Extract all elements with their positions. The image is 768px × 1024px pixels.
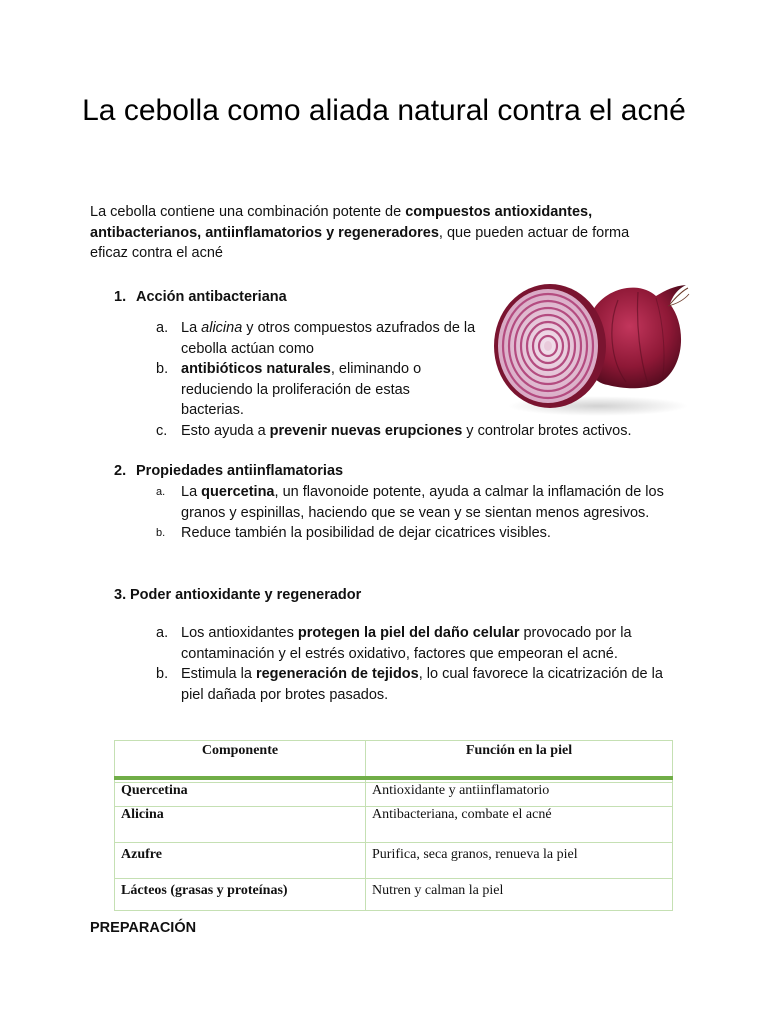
section-3-list [156,623,676,705]
item-text: La [181,484,202,500]
list-item [156,664,676,705]
intro-text-end: , que pueden actuar de forma eficaz contra el acné [90,224,630,261]
table-cell-function: Nutren y calman la piel [366,879,673,911]
table-header-cell: Función en la piel [366,741,673,779]
item-text: Reduce también la posibilidad de dejar cicatrices visibles. [181,525,551,541]
list-marker: a. [156,320,169,336]
table-cell-component: Quercetina [115,783,366,807]
section-title: Poder antioxidante y regenerador [130,587,362,603]
list-marker: b. [156,361,169,377]
table-row [115,843,673,879]
list-marker: b. [156,666,169,682]
item-text: Estimula la [181,666,256,682]
table-cell-component: Lácteos (grasas y proteínas) [115,879,366,911]
table-cell-component: Azufre [115,843,366,879]
table-header-cell: Componente [115,741,366,779]
preparation-heading: PREPARACIÓN [90,920,197,936]
section-1-list-cont [156,421,676,442]
list-item [156,318,476,359]
section-title: Acción antibacteriana [136,289,287,305]
item-text: provocado por la contaminación y el estrés oxidativo, factores que empeoran el acné. [181,625,632,662]
item-italic-text: alicina [201,320,243,336]
table-cell-function: Antibacteriana, combate el acné [366,807,673,843]
table-row [115,807,673,843]
section-2-heading [114,461,343,481]
section-number: 1. [114,289,127,305]
section-number: 2. [114,463,127,479]
item-bold-text: prevenir nuevas erupciones [269,423,463,439]
document-title: La cebolla como aliada natural contra el acné [82,94,686,127]
item-text: , lo cual favorece la cicatrización de la piel dañada por brotes pasados. [181,666,663,703]
table-cell-component: Alicina [115,807,366,843]
intro-paragraph [90,202,660,264]
list-marker: c. [156,423,168,439]
item-text: Los antioxidantes [181,625,298,641]
section-3-heading [114,585,361,605]
item-text: Esto ayuda a [181,423,270,439]
item-text: La [181,320,202,336]
list-marker: a. [156,486,166,498]
item-text: y otros compuestos azufrados de la cebolla actúan como [181,320,476,357]
list-item [156,623,676,664]
table-row [115,879,673,911]
item-text: y controlar brotes activos. [462,423,632,439]
section-1-heading [114,287,287,307]
list-marker: a. [156,625,169,641]
table-row [115,783,673,807]
item-text: , eliminando o reduciendo la proliferación de estas bacterias. [181,361,422,418]
item-bold-text: antibióticos naturales [181,361,331,377]
table-header-row [115,741,673,779]
table-cell-function: Purifica, seca granos, renueva la piel [366,843,673,879]
red-onion-image [488,270,690,418]
section-number: 3. [114,587,127,603]
item-text: , un flavonoide potente, ayuda a calmar la inflamación de los granos y espinillas, haciendo que se vean y se sientan menos agresivos. [181,484,664,521]
item-bold-text: regeneración de tejidos [255,666,419,682]
table-cell-function: Antioxidante y antiinflamatorio [366,783,673,807]
section-title: Propiedades antiinflamatorias [136,463,344,479]
section-2-list [156,482,676,544]
list-item [156,523,676,544]
section-1-list [156,318,476,421]
list-item [156,482,676,523]
intro-text: La cebolla contiene una combinación potente de [90,204,406,220]
item-bold-text: protegen la piel del daño celular [297,625,520,641]
components-table [114,740,673,911]
intro-bold-text: compuestos antioxidantes, antibacterianos, antiinflamatorios y regeneradores [90,204,593,241]
list-item [156,359,476,421]
list-item [156,421,676,442]
list-marker: b. [156,527,166,539]
item-bold-text: quercetina [201,484,275,500]
